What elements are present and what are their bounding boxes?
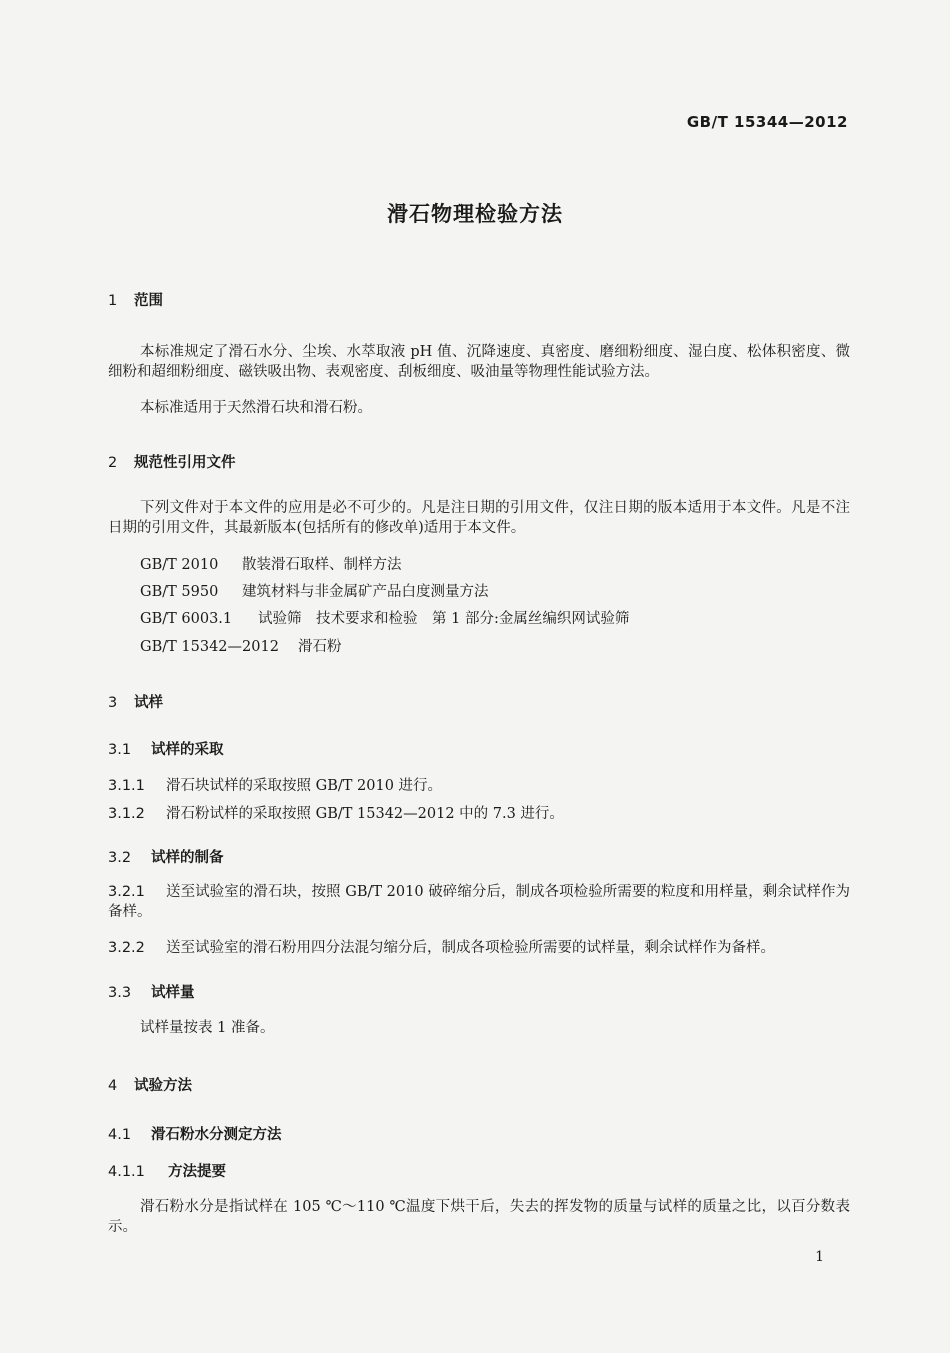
reference-item xyxy=(140,637,342,657)
subsection-3-3-paragraph: 试样量按表 1 准备。 xyxy=(140,1020,275,1036)
clause-text: 送至试验室的滑石块，按照 GB/T 2010 破碎缩分后，制成各项检验所需要的粒度和用样量，剩余试样作为备样。 xyxy=(108,884,850,920)
reference-title: 建筑材料与非金属矿产品白度测量方法 xyxy=(242,584,489,600)
section-number: 3 xyxy=(108,695,118,711)
clause-number: 3.1.1 xyxy=(108,778,145,794)
subsection-title: 方法提要 xyxy=(168,1164,226,1180)
clause-number: 3.2.1 xyxy=(108,884,145,900)
subsection-title: 试样的制备 xyxy=(151,850,224,866)
section-number: 4 xyxy=(108,1078,118,1094)
subsection-number: 4.1 xyxy=(108,1127,132,1143)
section-4-heading xyxy=(108,1074,192,1095)
clause-3-1-2 xyxy=(108,804,564,824)
section-number: 2 xyxy=(108,455,118,471)
reference-item xyxy=(140,609,629,629)
subsection-title: 试样量 xyxy=(151,985,195,1001)
clause-3-1-1 xyxy=(108,776,442,796)
reference-code: GB/T 6003.1 xyxy=(140,611,233,627)
section-title: 试验方法 xyxy=(134,1078,192,1094)
clause-text: 滑石块试样的采取按照 GB/T 2010 进行。 xyxy=(166,778,443,794)
clause-3-2-1 xyxy=(108,882,850,922)
document-title: 滑石物理检验方法 xyxy=(387,202,563,226)
clause-number: 3.1.2 xyxy=(108,806,145,822)
reference-item xyxy=(140,582,489,602)
reference-title: 试验筛 技术要求和检验 第 1 部分:金属丝编织网试验筛 xyxy=(258,611,630,627)
standard-code: GB/T 15344—2012 xyxy=(686,113,848,131)
page-number: 1 xyxy=(815,1249,824,1265)
section-1-paragraph-applicability: 本标准适用于天然滑石块和滑石粉。 xyxy=(140,400,372,416)
subsection-number: 3.1 xyxy=(108,742,132,758)
subsection-4-1-heading xyxy=(108,1123,282,1144)
clause-text: 送至试验室的滑石粉用四分法混匀缩分后，制成各项检验所需要的试样量，剩余试样作为备样。 xyxy=(166,940,775,956)
section-1-heading xyxy=(108,289,163,310)
reference-code: GB/T 5950 xyxy=(140,584,219,600)
section-1-paragraph-scope: 本标准规定了滑石水分、尘埃、水萃取液 pH 值、沉降速度、真密度、磨细粉细度、湿白度、松体积密度、微细粉和超细粉细度、磁铁吸出物、表观密度、刮板细度、吸油量等物理性能试验方法。 xyxy=(108,344,850,380)
clause-3-2-2 xyxy=(108,938,775,958)
clause-number: 3.2.2 xyxy=(108,940,145,956)
subsection-title: 试样的采取 xyxy=(151,742,224,758)
reference-title: 滑石粉 xyxy=(298,639,342,655)
section-title: 试样 xyxy=(134,695,163,711)
reference-item xyxy=(140,555,402,575)
reference-code: GB/T 2010 xyxy=(140,557,219,573)
section-number: 1 xyxy=(108,293,118,309)
subsection-number: 3.3 xyxy=(108,985,132,1001)
clause-text: 滑石粉试样的采取按照 GB/T 15342—2012 中的 7.3 进行。 xyxy=(166,806,564,822)
subsection-3-1-heading xyxy=(108,738,224,759)
subsection-title: 滑石粉水分测定方法 xyxy=(151,1127,282,1143)
subsection-4-1-1-paragraph: 滑石粉水分是指试样在 105 ℃～110 ℃温度下烘干后，失去的挥发物的质量与试样的质量之比，以百分数表示。 xyxy=(108,1199,850,1235)
section-title: 规范性引用文件 xyxy=(134,455,236,471)
subsection-number: 3.2 xyxy=(108,850,132,866)
section-3-heading xyxy=(108,691,163,712)
section-title: 范围 xyxy=(134,293,163,309)
subsection-3-2-heading xyxy=(108,846,224,867)
section-2-paragraph-intro: 下列文件对于本文件的应用是必不可少的。凡是注日期的引用文件，仅注日期的版本适用于本文件。凡是不注日期的引用文件，其最新版本(包括所有的修改单)适用于本文件。 xyxy=(108,500,850,536)
reference-code: GB/T 15342—2012 xyxy=(140,639,279,655)
reference-title: 散装滑石取样、制样方法 xyxy=(242,557,402,573)
subsection-4-1-1-heading xyxy=(108,1160,226,1181)
section-2-heading xyxy=(108,451,236,472)
subsection-number: 4.1.1 xyxy=(108,1164,145,1180)
subsection-3-3-heading xyxy=(108,981,195,1002)
